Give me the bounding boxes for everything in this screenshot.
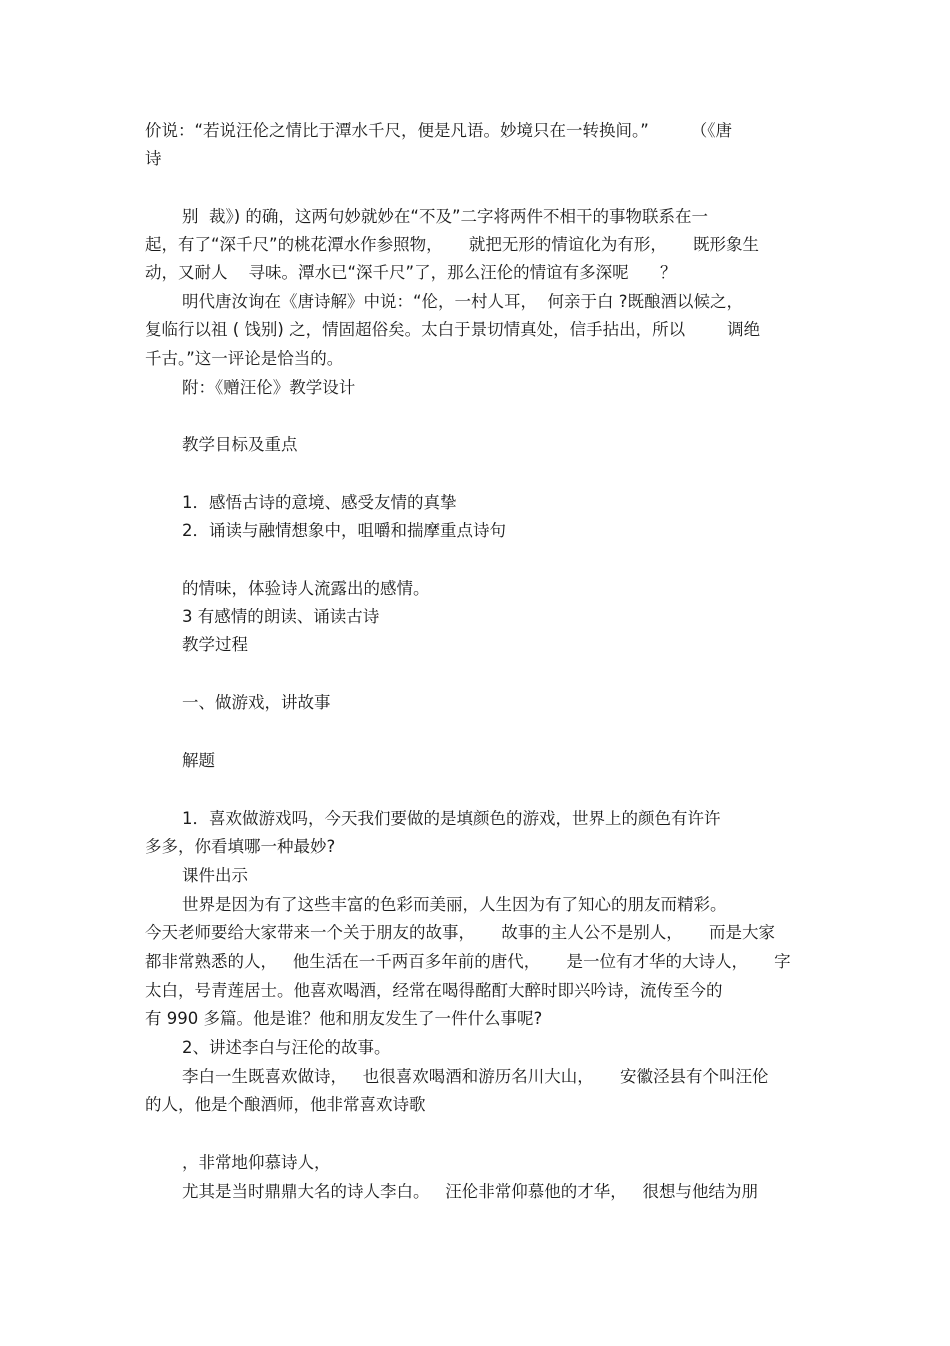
text-line: 诗 <box>145 149 162 168</box>
section-heading: 教学过程 <box>182 635 248 654</box>
text-line: 2、讲述李白与汪伦的故事。 <box>182 1038 391 1057</box>
text-line: 太白，号青莲居士。他喜欢喝酒，经常在喝得酩酊大醉时即兴吟诗，流传至今的 <box>145 981 723 1000</box>
text-line: 的情味，体验诗人流露出的感情。 <box>182 579 430 598</box>
section-heading: 教学目标及重点 <box>182 435 298 454</box>
list-item: 2．诵读与融情想象中，咀嚼和揣摩重点诗句 <box>182 521 506 540</box>
text-line: 复临行以祖 ( 饯别) 之，情固超俗矣。太白于景切情真处，信手拈出，所以 调绝 <box>145 320 761 339</box>
section-heading: 解题 <box>182 751 215 770</box>
text-line: 世界是因为有了这些丰富的色彩而美丽，人生因为有了知心的朋友而精彩。 <box>182 895 727 914</box>
text-line: 动，又耐人 寻味。潭水已“深千尺”了，那么汪伦的情谊有多深呢 ？ <box>145 263 677 282</box>
text-line: 1．喜欢做游戏吗，今天我们要做的是填颜色的游戏，世界上的颜色有许许 <box>182 809 721 828</box>
text-line: 明代唐汝询在《唐诗解》中说：“伦，一村人耳， 何亲于白 ?既酿酒以候之， <box>182 292 744 311</box>
text-line: 尤其是当时鼎鼎大名的诗人李白。 汪伦非常仰慕他的才华， 很想与他结为朋 <box>182 1182 758 1201</box>
text-line: 有 990 多篇。他是谁？他和朋友发生了一件什么事呢? <box>145 1009 543 1028</box>
text-line: 起，有了“深千尺”的桃花潭水作参照物， 就把无形的情谊化为有形， 既形象生 <box>145 235 760 254</box>
text-line: 李白一生既喜欢做诗， 也很喜欢喝酒和游历名川大山， 安徽泾县有个叫汪伦 <box>182 1067 769 1086</box>
text-line: 千古。”这一评论是恰当的。 <box>145 349 344 368</box>
text-line: 价说：“若说汪伦之情比于潭水千尺，便是凡语。妙境只在一转换间。” （《唐 <box>145 121 733 140</box>
text-line: 都非常熟悉的人， 他生活在一千两百多年前的唐代， 是一位有才华的大诗人， 字 <box>145 952 791 971</box>
text-line: 的人，他是个酿酒师，他非常喜欢诗歌 <box>145 1095 426 1114</box>
text-line: 今天老师要给大家带来一个关于朋友的故事， 故事的主人公不是别人， 而是大家 <box>145 923 775 942</box>
list-item: 1．感悟古诗的意境、感受友情的真挚 <box>182 493 457 512</box>
list-item: 3 有感情的朗读、诵读古诗 <box>182 607 380 626</box>
text-line: 课件出示 <box>182 866 248 885</box>
text-line: 别 裁》) 的确，这两句妙就妙在“不及”二字将两件不相干的事物联系在一 <box>182 207 709 226</box>
text-line: 附：《赠汪伦》教学设计 <box>182 378 356 397</box>
text-line: ，非常地仰慕诗人， <box>182 1153 331 1172</box>
text-line: 多多，你看填哪一种最妙? <box>145 837 336 856</box>
section-heading: 一、做游戏，讲故事 <box>182 693 331 712</box>
